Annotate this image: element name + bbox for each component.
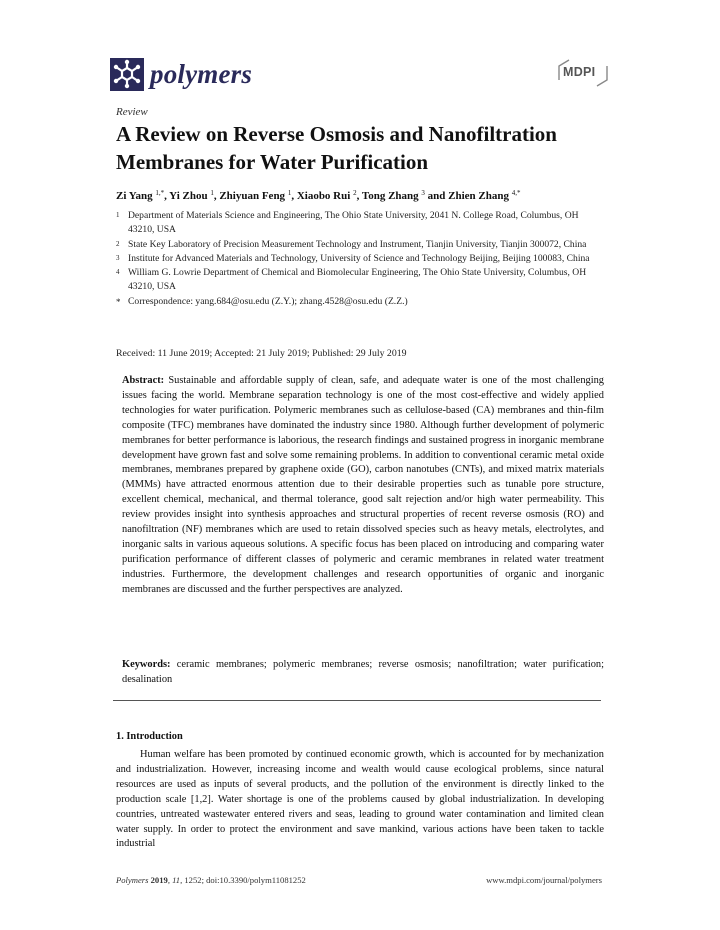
author[interactable]: Xiaobo Rui $^2$ [296,189,357,202]
journal-logo[interactable] [110,56,252,92]
affiliation: 3 Institute for Advanced Materials and Technology, University of Science and Technology Beijing, Beijing 100083, China [116,252,590,264]
footer-volume: 11 [172,875,181,885]
keywords-label: Keywords: [122,659,171,670]
correspondence: * Correspondence: yang.684@osu.edu (Z.Y.); zhang.4528@osu.edu (Z.Z.) [116,295,408,307]
publication-dates: Received: 11 June 2019; Accepted: 21 July 2019; Published: 29 July 2019 [116,348,407,359]
author-list: Zi Yang $^{1,*}$, Yi Zhou $^1$, Zhiyuan Feng $^1$, Xiaobo Rui $^2$, Tong Zhang $^3$ and Zhien Zhang $^{4,*}$ [116,189,521,202]
abstract [122,374,604,598]
author[interactable]: Zhiyuan Feng $^1$ [219,189,292,202]
affiliations [116,209,606,309]
journal-url[interactable]: www.mdpi.com/journal/polymers [486,875,602,885]
footer-article-number: 1252 [184,875,202,885]
publisher-name: MDPI [563,65,596,79]
section-heading: 1. Introduction [116,731,183,742]
abstract-label: Abstract: [122,375,165,386]
journal-name: polymers [150,58,253,89]
author[interactable]: Tong Zhang $^3$ [361,189,425,202]
affiliation: 4 William G. Lowrie Department of Chemical and Biomolecular Engineering, The Ohio State University, Columbus, OH 43210, USA [116,267,587,293]
author[interactable]: Zi Yang $^{1,*}$ [116,189,165,202]
affiliation: 2 State Key Laboratory of Precision Measurement Technology and Instrument, Tianjin University, Tianjin 300072, China [116,238,587,250]
abstract-text: Sustainable and affordable supply of clean, safe, and adequate water is one of the most challenging issues facing the world. Membrane separation technology is one of the most cost-effective and widely applied technologies for water purification. Polymeric membranes such as cellulose-based (CA) membranes and thin-film composite (TFC) membranes have dominated the industry since 1980. Although further development of polymeric membranes for better performance is laborious, the research findings and sustained progress in inorganic membrane development have grown fast and solve some remaining problems. In addition to conventional ceramic metal oxide membranes, membranes prepared by graphene oxide (GO), carbon nanotubes (CNTs), and mixed matrix materials (MMMs) have attracted enormous attention due to their desirable properties such as tunable pore structure, excellent chemical, mechanical, and thermal tolerance, good salt rejection and/or high water permeability. This review provides insight into synthesis approaches and structural properties of recent reverse osmosis (RO) and nanofiltration (NF) membranes which are used to retain dissolved species such as heavy metals, electrolytes, and inorganic salts in various aqueous solutions. A specific focus has been placed on introducing and comparing water purification performance of different classes of polymeric and ceramic membranes in related water treatment industries. Furthermore, the development challenges and research opportunities of organic and inorganic membranes are discussed and the further perspectives are analyzed. [122,375,604,595]
keywords-text: ceramic membranes; polymeric membranes; reverse osmosis; nanofiltration; water purification; desalination [122,659,604,685]
footer-journal: Polymers [116,875,149,885]
keywords [122,658,604,688]
article-title: A Review on Reverse Osmosis and Nanofiltration Membranes for Water Purification [116,122,557,174]
author[interactable]: Yi Zhou $^1$ [169,189,214,202]
article-type: Review [116,106,148,118]
affiliation: 1 Department of Materials Science and Engineering, The Ohio State University, 2041 N. College Road, Columbus, OH 43210, USA [116,210,579,236]
publisher-logo[interactable] [555,58,611,88]
section-divider [113,700,601,701]
citation-footer: Polymers 2019, 11, 1252; doi:10.3390/polym11081252 [116,875,306,885]
author[interactable]: Zhien Zhang $^{4,*}$ [448,189,521,202]
paragraph: Human welfare has been promoted by continued economic growth, which is accounted for by mechanization and industrialization. However, increasing income and wealth would cause ecological problems, since natural resources are used as inputs of several products, and the pollution of the environment is directly linked to the production scale [1,2]. Water shortage is one of the problems caused by global industrialization. In developing countries, untreated wastewater entered rivers and seas, leading to ground water contamination and limited clean water supply. In order to protect the environment and save mankind, various actions have been taken to tackle industrial [116,749,604,850]
footer-doi[interactable]: doi:10.3390/polym11081252 [206,875,306,885]
footer-year: 2019 [150,875,168,885]
body-text [116,748,604,852]
molecule-network-icon [110,58,144,91]
